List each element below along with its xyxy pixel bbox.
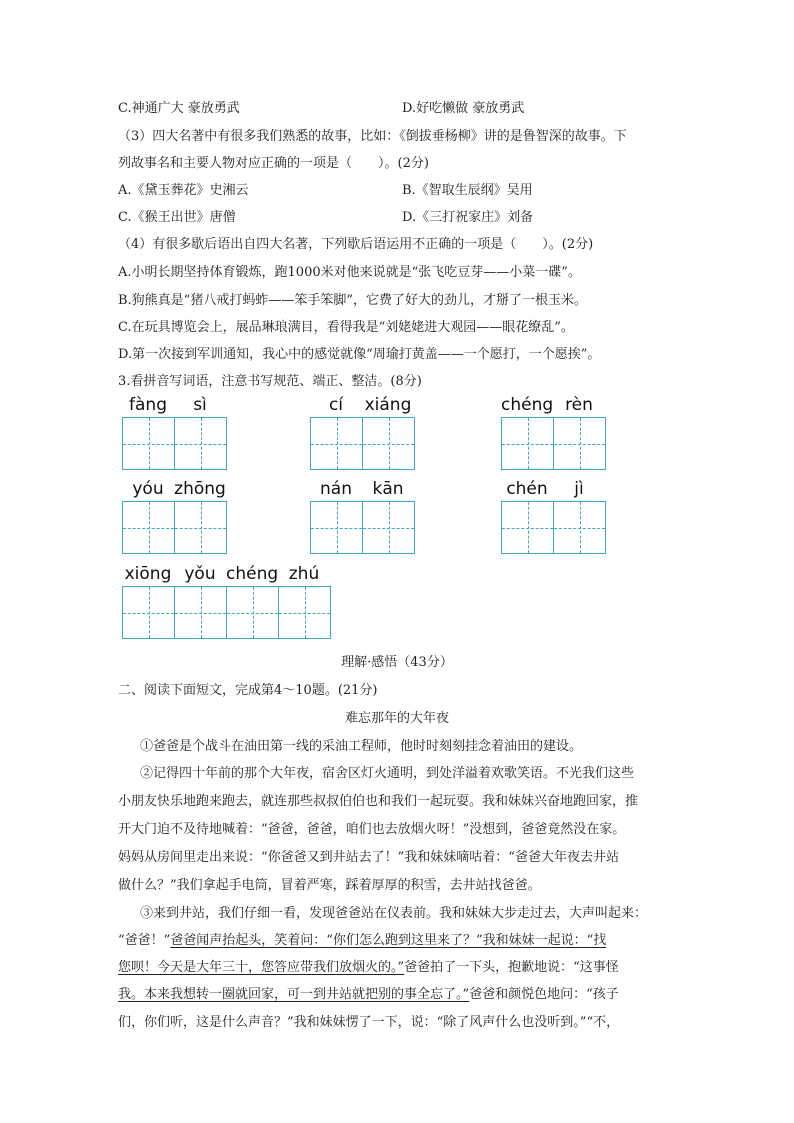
writing-grid-3[interactable] (501, 417, 605, 470)
q4-option-d: D.第一次接到军训通知，我心中的感觉就像“周瑜打黄盖——一个愿打，一个愿挨”。 (118, 347, 601, 362)
pinyin-question-title: 3.看拼音写词语，注意书写规范、端正、整洁。(8分) (118, 374, 422, 389)
pinyin-label: fàng (129, 395, 167, 415)
essay-paragraph-2-line: 做什么？”我们拿起手电筒，冒着严寒，踩着厚厚的积雪，去井站找爸爸。 (118, 878, 541, 893)
writing-cell[interactable] (501, 501, 554, 554)
underlined-sentence: 您呗！今天是大年三十，您答应带我们放烟火的。” (118, 960, 405, 975)
pinyin-label: zhú (288, 564, 320, 584)
pinyin-label: chén (506, 479, 548, 499)
pinyin-label: chéng (501, 395, 554, 415)
essay-paragraph-2-line: 开大门迫不及待地喊着：“爸爸，爸爸，咱们也去放烟火呀！”没想到，爸爸竟然没在家。 (118, 822, 626, 837)
essay-paragraph-3-line (118, 983, 619, 1002)
essay-paragraph-2-line: ②记得四十年前的那个大年夜，宿舍区灯火通明，到处洋溢着欢歌笑语。不光我们这些 (140, 766, 635, 781)
writing-grid-1[interactable] (122, 417, 226, 470)
section-heading: 理解·感悟（43分） (341, 655, 453, 670)
q3-stem-line2: 列故事名和主要人物对应正确的一项是（ ）。(2分) (118, 156, 429, 171)
pinyin-label: xiōng (124, 564, 172, 584)
writing-cell[interactable] (553, 501, 606, 554)
writing-cell[interactable] (174, 586, 227, 639)
writing-cell[interactable] (501, 417, 554, 470)
q4-option-c: C.在玩具博览会上，展品琳琅满目，看得我是“刘姥姥进大观园——眼花缭乱”。 (118, 320, 574, 335)
q3-stem-line1: （3）四大名著中有很多我们熟悉的故事，比如：《倒拔垂杨柳》讲的是鲁智深的故事。下 (118, 129, 627, 144)
essay-paragraph-2-line: 妈妈从房间里走出来说：“你爸爸又到井站去了！”我和妹妹嘀咕着：“爸爸大年夜去井站 (118, 850, 619, 865)
essay-text: 爸爸和颜悦色地问：“孩子 (469, 987, 619, 1002)
writing-cell[interactable] (362, 417, 415, 470)
essay-paragraph-1: ①爸爸是个战斗在油田第一线的采油工程师，他时时刻刻挂念着油田的建设。 (140, 739, 583, 754)
writing-cell[interactable] (278, 586, 331, 639)
essay-paragraph-3-line (118, 929, 606, 948)
pinyin-label: xiáng (364, 395, 412, 415)
essay-text: “爸爸！” (118, 933, 171, 948)
q3-option-c: C.《猴王出世》唐僧 (118, 210, 236, 225)
writing-cell[interactable] (226, 586, 279, 639)
q4-stem: （4）有很多歇后语出自四大名著，下列歇后语运用不正确的一项是（ ）。(2分) (118, 237, 594, 252)
writing-cell[interactable] (310, 501, 363, 554)
pinyin-label: jì (574, 479, 584, 499)
pinyin-label: rèn (565, 395, 593, 415)
q2-option-d: D.好吃懒做 豪放勇武 (402, 101, 525, 116)
essay-paragraph-2-line: 小朋友快乐地跑来跑去，就连那些叔叔伯伯也和我们一起玩耍。我和妹妹兴奋地跑回家，推 (118, 794, 639, 809)
q3-option-a: A.《黛玉葬花》史湘云 (118, 183, 249, 198)
writing-cell[interactable] (122, 417, 175, 470)
q3-option-d: D.《三打祝家庄》刘备 (402, 210, 534, 225)
essay-paragraph-3-line: ③来到井站，我们仔细一看，发现爸爸站在仪表前。我和妹妹大步走过去，大声叫起来： (140, 906, 648, 921)
writing-cell[interactable] (553, 417, 606, 470)
part2-instruction: 二、阅读下面短文，完成第4～10题。(21分) (118, 683, 378, 698)
essay-paragraph-3-line: 们，你们听，这是什么声音？”我和妹妹愣了一下，说：“除了风声什么也没听到。”“不， (118, 1015, 620, 1030)
writing-grid-5[interactable] (310, 501, 414, 554)
essay-title: 难忘那年的大年夜 (344, 711, 449, 726)
writing-cell[interactable] (174, 501, 227, 554)
writing-cell[interactable] (122, 501, 175, 554)
writing-grid-2[interactable] (310, 417, 414, 470)
pinyin-label: kān (372, 479, 404, 499)
q3-option-b: B.《智取生辰纲》吴用 (402, 183, 533, 198)
writing-cell[interactable] (122, 586, 175, 639)
writing-cell[interactable] (174, 417, 227, 470)
writing-grid-7[interactable] (122, 586, 330, 639)
q4-option-b: B.狗熊真是“猪八戒打蚂蚱——笨手笨脚”，它费了好大的劲儿，才掰了一根玉米。 (118, 293, 587, 308)
pinyin-label: chéng (226, 564, 279, 584)
pinyin-label: yóu (132, 479, 164, 499)
underlined-sentence: 爸爸闻声抬起头，笑着问：“你们怎么跑到这里来了？”我和妹妹一起说：“找 (170, 933, 607, 948)
pinyin-label: cí (328, 395, 344, 415)
q2-option-c: C.神通广大 豪放勇武 (118, 101, 240, 116)
essay-text: 爸爸拍了一下头，抱歉地说：“这事怪 (404, 960, 619, 975)
underlined-sentence: 我。本来我想转一圈就回家，可一到井站就把别的事全忘了。” (118, 987, 470, 1002)
writing-cell[interactable] (310, 417, 363, 470)
q4-option-a: A.小明长期坚持体育锻炼，跑1000米对他来说就是“张飞吃豆芽——小菜一碟”。 (118, 265, 581, 280)
pinyin-label: zhōng (174, 479, 226, 499)
writing-grid-6[interactable] (501, 501, 605, 554)
essay-paragraph-3-line (118, 956, 619, 975)
pinyin-label: nán (320, 479, 352, 499)
pinyin-label: yǒu (184, 564, 216, 584)
pinyin-label: sì (193, 395, 207, 415)
writing-grid-4[interactable] (122, 501, 226, 554)
writing-cell[interactable] (362, 501, 415, 554)
